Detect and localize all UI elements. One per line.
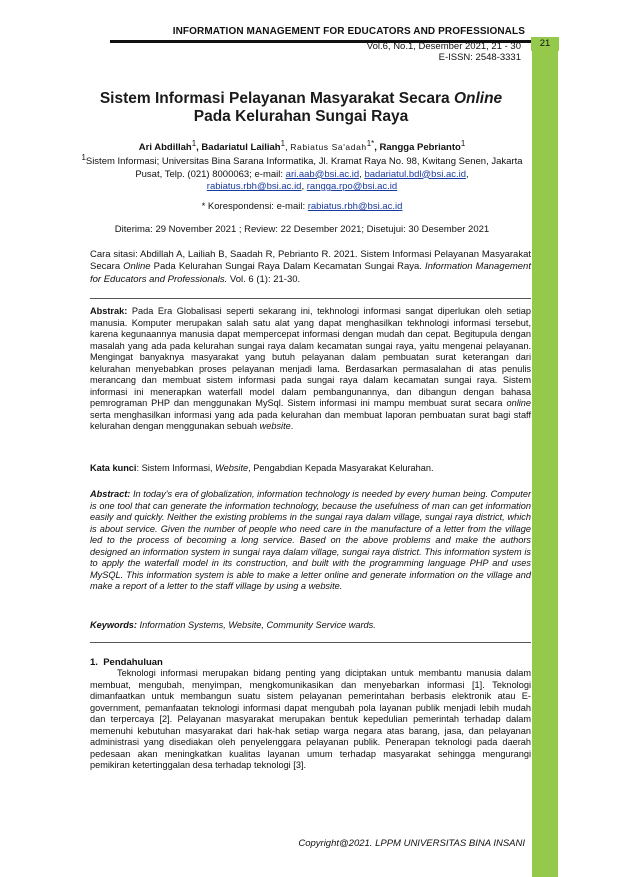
abstrak-website: website (259, 421, 291, 431)
author-3: Rabiatus Sa'adah (290, 142, 367, 153)
section-title: Pendahuluan (103, 657, 163, 668)
email-sep-2: , (466, 168, 469, 180)
citation (90, 249, 531, 286)
citation-post: Vol. 6 (1): 21-30. (227, 273, 301, 285)
keywords (90, 620, 531, 632)
abstract-text: In today's era of globalization, information technology is needed by every human being. Computer is one tool that can generate the information technology, because the usefulness of man can get information easily and quickly. Neither the existing problems in the sungai raya dalam village, sungai raya district, which is about service. Given the number of people who need care in the manufacture of a letter from the village led to the process of becoming a long service. Based on the above problems and make the authors designed an information system in sungai raya dalam village, sungai raya district. This information system is to apply the waterfall model in its construction, and built with the programming language PHP and uses MySQL. This information system is able to make a letter online and generate information on the village and make a report of a letter to the staff village by using a website. (90, 489, 531, 591)
title-line2: Pada Kelurahan Sungai Raya (193, 108, 409, 125)
section-body: Teknologi informasi merupakan bidang penting yang diciptakan untuk membantu manusia dalam membuat, mengubah, menyimpan, mengkomunikasikan dan menyebarkan informasi [1]. Teknologi dimanfaatkan untuk membangun suatu sistem pelayanan pemerintahan berbasis elektronik atau E-government, pemanfaatan teknologi informasi dapat mengubah pola layanan publik menjadi lebih mudah dan terpercaya [2]. Pelayanan masyarakat merupakan bentuk kepedulian pemerintah terhadap dalam memenuhi kebutuhan masyarakat dari hak-hak setiap warga negara atas barang, jasa, dan pelayanan administrasi yang disediakan oleh penyelenggara pelayanan publik. Penerapan teknologi pada daerah pedesaan akan meningkatkan kualitas layanan umum terhadap masyarakat sehingga mengurangi pemikiran ketertinggalan desa terhadap teknologi [3]. (90, 668, 531, 770)
paper-title (70, 90, 532, 126)
email-link-2[interactable]: badariatul.bdl@bsi.ac.id (364, 168, 467, 180)
email-link-4[interactable]: rangga.rpo@bsi.ac.id (306, 181, 398, 193)
email-sep-3: , (301, 181, 307, 193)
citation-journal: Information Management for Educators and Professionals. (90, 261, 531, 285)
email-link-3[interactable]: rabiatus.rbh@bsi.ac.id (206, 181, 302, 193)
citation-online: Online (123, 261, 151, 273)
kata-kunci-label: Kata kunci (90, 463, 137, 473)
divider-top (90, 298, 531, 299)
abstract (90, 489, 531, 593)
kata-kunci-pre: : Sistem Informasi, (136, 463, 216, 473)
correspondence-label: * Korespondensi: e-mail: (201, 201, 308, 212)
keywords-label: Keywords: (90, 620, 137, 630)
citation-pre: Cara sitasi: Abdillah A, Lailiah B, Saadah R, Pebrianto R. 2021. Sistem Informasi Pelayanan Masyarakat Secara (90, 249, 531, 273)
correspondence (72, 201, 532, 214)
section-heading (90, 657, 163, 668)
title-online: Online (453, 90, 503, 107)
email-sep-1: , (359, 168, 365, 180)
author-3-sup: 1* (366, 139, 375, 148)
author-4-sup: 1 (460, 139, 466, 148)
author-4: , Rangga Pebrianto (374, 142, 461, 154)
journal-name: INFORMATION MANAGEMENT FOR EDUCATORS AND PROFESSIONALS (172, 26, 525, 37)
author-1-sup: 1 (191, 139, 197, 148)
affiliation (72, 152, 532, 194)
submission-dates: Diterima: 29 November 2021 ; Review: 22 Desember 2021; Disetujui: 30 Desember 2021 (114, 224, 490, 235)
author-2: , Badariatul Lailiah (196, 142, 281, 154)
page-number-badge: 21 (531, 37, 559, 51)
section-number: 1. (90, 657, 98, 668)
affil-sup: 1 (81, 153, 86, 162)
author-sep: , (285, 142, 291, 154)
volume-info: Vol.6, No.1, Desember 2021, 21 - 30 (366, 41, 521, 52)
abstract-label: Abstract: (90, 489, 131, 499)
kata-kunci-post: , Pengabdian Kepada Masyarakat Kelurahan. (248, 463, 434, 473)
abstrak-end: . (290, 421, 294, 431)
author-1: Ari Abdillah (138, 142, 192, 154)
abstrak-text: Pada Era Globalisasi seperti sekarang ini, tekhnologi informasi sangat diperlukan oleh setiap manusia. Komputer merupakan salah satu alat yang dapat menghasilkan tekhnologi informasi tersebut, karena kegunaannya manusia dapat mempercepat informasi dengan mudah dan cepat. Begitupula dengan masalah yang ada pada kelurahan sungai raya dalam kecamatan sungai raya, yaitu mengenai pelayanan. Mengingat banyaknya masyarakat yang butuh pelayanan dalam pembuatan surat keterangan dari kelurahan menyebabkan proses pelayanan menjadi lama. Berdasarkan permasalahan di atas penulis merancang dan membuat sistem informasi pada sungai raya dalam kecamatan sungai raya. Sistem informasi ini menerapkan waterfall model dalam pembangunannya, dan dibangun dengan bahasa pemrograman PHP dan menggunakan MySql. Sistem informasi ini mampu membuat surat secara (90, 306, 531, 408)
abstrak-post: serta menghasilkan informasi yang ada pada kelurahan dan membuat laporan pembuatan surat bagi staff kelurahan dengan menggunakan sebuah (90, 409, 531, 431)
divider-bottom (90, 642, 531, 643)
kata-kunci (90, 463, 531, 475)
email-link-1[interactable]: ari.aab@bsi.ac.id (285, 168, 360, 180)
citation-mid: Pada Kelurahan Sungai Raya Dalam Kecamatan Sungai Raya. (150, 261, 425, 273)
abstrak-label: Abstrak: (90, 306, 128, 316)
title-line1: Sistem Informasi Pelayanan Masyarakat Secara (99, 90, 454, 107)
kata-kunci-website: Website (215, 463, 249, 473)
keywords-text: Information Systems, Website, Community Service wards. (136, 620, 376, 630)
author-2-sup: 1 (280, 139, 286, 148)
affil-text: Sistem Informasi; Universitas Bina Sarana Informatika, Jl. Kramat Raya No. 98, Kwitang Senen, Jakarta Pusat, Telp. (021) 8000063; e-mail: (85, 156, 523, 180)
abstrak (90, 306, 531, 433)
copyright-footer: Copyright@2021. LPPM UNIVERSITAS BINA INSANI (298, 838, 525, 849)
side-accent-bar (532, 51, 558, 877)
abstrak-online: online (506, 398, 531, 408)
correspondence-email[interactable]: rabiatus.rbh@bsi.ac.id (307, 201, 403, 212)
issn: E-ISSN: 2548-3331 (438, 52, 521, 63)
